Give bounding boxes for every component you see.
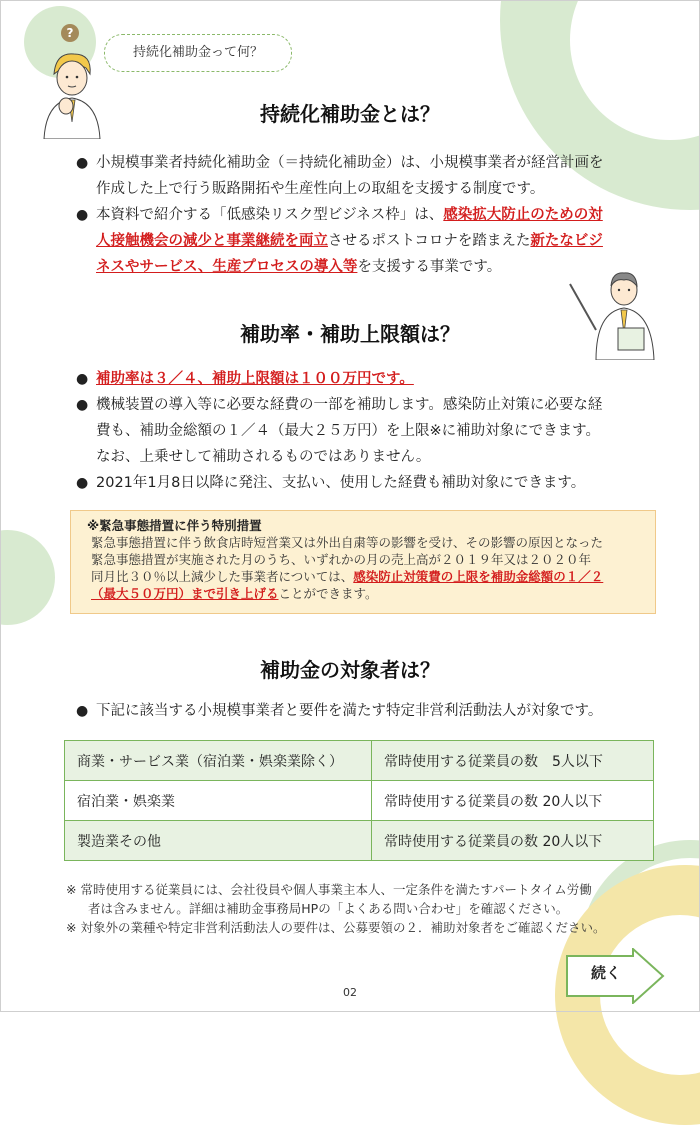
footnotes — [66, 880, 656, 937]
eligibility-table — [64, 740, 654, 861]
industry-cell: 製造業その他 — [65, 821, 372, 861]
bullet-icon: ● — [76, 207, 89, 223]
section-title-eligibility: 補助金の対象者は？ — [260, 658, 440, 682]
list-item: ● 補助率は３／４、補助上限額は１００万円です。 — [76, 366, 656, 392]
list-item: ● 小規模事業者持続化補助金（＝持続化補助金）は、小規模事業者が経営計画を 作成した上で行う販路開拓や生産性向上の取組を支援する制度です。 — [76, 150, 656, 202]
condition-cell: 常時使用する従業員の数 20人以下 — [372, 781, 654, 821]
special-measures-notice — [70, 510, 656, 614]
bullet-icon: ● — [76, 371, 89, 387]
condition-cell: 常時使用する従業員の数 5人以下 — [372, 741, 654, 781]
footnote-1: ※ 常時使用する従業員には、会社役員や個人事業主本人、一定条件を満たすパートタイム労働 者は含みません。詳細は補助金事務局HPの「よくある問い合わせ」を確認ください。 — [66, 882, 592, 916]
eligibility-bullet-list — [76, 698, 656, 724]
section-title-about: 持続化補助金とは？ — [260, 102, 440, 126]
about-bullet-list — [76, 150, 656, 280]
bullet-icon: ● — [76, 155, 89, 171]
condition-cell: 常時使用する従業員の数 20人以下 — [372, 821, 654, 861]
page-number: 02 — [343, 986, 357, 999]
next-button-label[interactable]: 続く — [590, 964, 621, 982]
notice-title: ※緊急事態措置に伴う特別措置 — [87, 518, 262, 533]
list-item: ● 2021年1月8日以降に発注、支払い、使用した経費も補助対象にできます。 — [76, 470, 656, 496]
table-row — [65, 781, 654, 821]
section-title-rate: 補助率・補助上限額は？ — [240, 322, 460, 346]
bullet-icon: ● — [76, 703, 89, 719]
bullet-icon: ● — [76, 397, 89, 413]
footnote-2: ※ 対象外の業種や特定非営利活動法人の要件は、公募要領の２．補助対象者をご確認ください。 — [66, 920, 606, 935]
question-mark-icon: ? — [61, 24, 79, 42]
list-item: ● 下記に該当する小規模事業者と要件を満たす特定非営利活動法人が対象です。 — [76, 698, 656, 724]
speech-bubble: 持続化補助金って何？ — [104, 34, 292, 72]
table-row — [65, 821, 654, 861]
bullet-icon: ● — [76, 475, 89, 491]
rate-bullet-list — [76, 366, 656, 496]
industry-cell: 宿泊業・娯楽業 — [65, 781, 372, 821]
industry-cell: 商業・サービス業（宿泊業・娯楽業除く） — [65, 741, 372, 781]
notice-body: 緊急事態措置に伴う飲食店時短営業又は外出自粛等の影響を受け、その影響の原因となった 緊急事態措置が実施された月のうち、いずれかの月の売上高が２０１９年又は２０２０年 同月比３０％以上減少した事業者については、感染防止対策費の上限を補助金総額の１／２ （最大５０万円）まで引き上げることができます。 — [91, 535, 604, 601]
list-item: ● 本資料で紹介する「低感染リスク型ビジネス枠」は、感染拡大防止のための対 人接触機会の減少と事業継続を両立させるポストコロナを踏まえた新たなビジ ネスやサービス、生産プロセスの導入等を支援する事業です。 — [76, 202, 656, 280]
table-row — [65, 741, 654, 781]
list-item: ● 機械装置の導入等に必要な経費の一部を補助します。感染防止対策に必要な経 費も、補助金総額の１／４（最大２５万円）を上限※に補助対象にできます。 なお、上乗せして補助されるものではありません。 — [76, 392, 656, 470]
